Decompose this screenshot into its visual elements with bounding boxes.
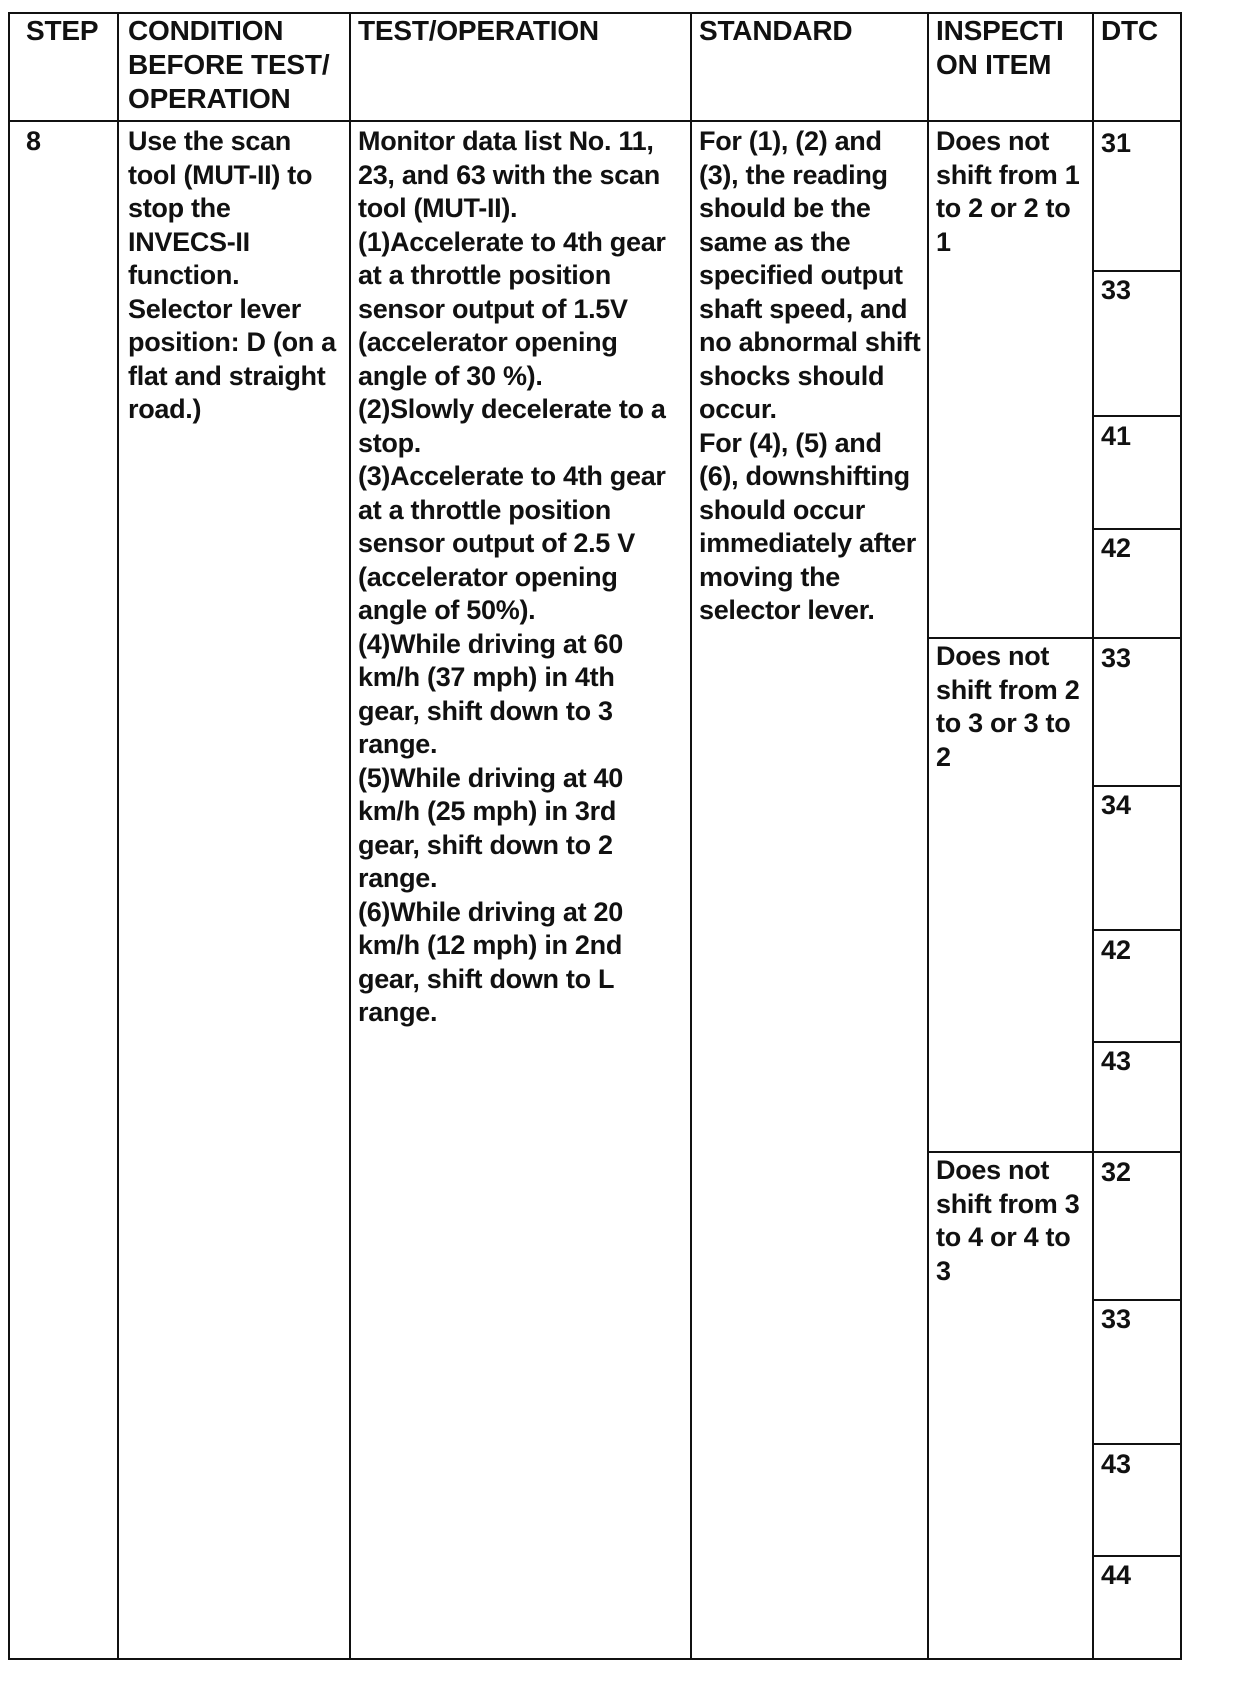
dtc-code: 42 bbox=[1101, 935, 1132, 965]
inspection-item-2 bbox=[936, 640, 1079, 774]
inspection-line: Does not bbox=[936, 641, 1050, 671]
header-condition-line: OPERATION bbox=[128, 83, 291, 114]
inspection-line: 3 bbox=[936, 1255, 951, 1286]
test-line: stop. bbox=[358, 427, 421, 458]
dtc-code: 32 bbox=[1101, 1157, 1132, 1187]
dtc-code: 42 bbox=[1101, 533, 1132, 563]
test-line: 23, and 63 with the scan bbox=[358, 159, 660, 190]
condition-text bbox=[128, 125, 336, 427]
condition-line: Use the scan bbox=[128, 126, 291, 156]
bottom-rule bbox=[8, 1658, 1182, 1660]
inspection-group-rule bbox=[927, 1151, 1182, 1153]
inspection-item-3 bbox=[936, 1154, 1079, 1288]
inspection-line: to 3 or 3 to bbox=[936, 708, 1071, 738]
header-step-text: STEP bbox=[26, 15, 99, 46]
dtc-rule bbox=[1092, 1443, 1182, 1445]
inspection-group-rule bbox=[927, 637, 1182, 639]
column-rule bbox=[117, 12, 119, 1660]
standard-line: no abnormal shift bbox=[699, 327, 921, 357]
test-line: tool (MUT-II). bbox=[358, 193, 518, 223]
dtc-rule bbox=[1092, 1299, 1182, 1301]
test-line: Monitor data list No. 11, bbox=[358, 126, 654, 156]
inspection-line: 2 bbox=[936, 741, 951, 772]
dtc-rule bbox=[1092, 1041, 1182, 1043]
standard-text bbox=[699, 125, 920, 628]
test-line: sensor output of 2.5 V bbox=[358, 528, 635, 558]
header-inspection-item bbox=[936, 14, 1064, 82]
condition-line: function. bbox=[128, 260, 240, 290]
dtc-rule bbox=[1092, 415, 1182, 417]
test-operation-text bbox=[358, 125, 666, 1030]
inspection-line: shift from 3 bbox=[936, 1188, 1080, 1219]
step-number bbox=[26, 125, 41, 159]
dtc-code: 33 bbox=[1101, 275, 1132, 305]
column-rule bbox=[1180, 12, 1182, 1660]
test-line: (2)Slowly decelerate to a bbox=[358, 394, 666, 424]
header-step bbox=[26, 14, 98, 48]
inspection-line: shift from 1 bbox=[936, 159, 1080, 190]
test-line: km/h (12 mph) in 2nd bbox=[358, 930, 623, 960]
header-standard-text: STANDARD bbox=[699, 15, 853, 46]
dtc-code: 33 bbox=[1101, 643, 1132, 673]
header-rule bbox=[8, 120, 1182, 122]
test-line: gear, shift down to L bbox=[358, 963, 615, 994]
dtc-code: 41 bbox=[1101, 421, 1132, 451]
test-line: km/h (37 mph) in 4th bbox=[358, 662, 615, 692]
standard-line: should occur bbox=[699, 494, 865, 525]
header-condition-line: BEFORE TEST/ bbox=[128, 49, 330, 80]
dtc-code: 31 bbox=[1101, 128, 1132, 158]
dtc-code: 34 bbox=[1101, 790, 1132, 820]
inspection-line: to 2 or 2 to bbox=[936, 193, 1071, 223]
condition-line: road.) bbox=[128, 394, 202, 424]
standard-line: (6), downshifting bbox=[699, 461, 910, 491]
test-line: (4)While driving at 60 bbox=[358, 628, 623, 659]
column-rule bbox=[1092, 12, 1094, 1660]
condition-line: tool (MUT-II) to bbox=[128, 159, 313, 190]
standard-line: For (4), (5) and bbox=[699, 427, 882, 458]
test-line: gear, shift down to 3 bbox=[358, 695, 613, 726]
condition-line: position: D (on a bbox=[128, 327, 336, 357]
standard-line: (3), the reading bbox=[699, 159, 888, 190]
header-inspection-line: ON ITEM bbox=[936, 49, 1052, 80]
test-line: (accelerator opening bbox=[358, 561, 618, 592]
header-standard bbox=[699, 14, 852, 48]
header-dtc-text: DTC bbox=[1101, 15, 1158, 46]
test-line: at a throttle position bbox=[358, 494, 611, 525]
standard-line: should be the bbox=[699, 193, 871, 223]
column-rule bbox=[927, 12, 929, 1660]
header-test-text: TEST/OPERATION bbox=[358, 15, 599, 46]
test-line: (5)While driving at 40 bbox=[358, 762, 623, 793]
inspection-line: to 4 or 4 to bbox=[936, 1222, 1071, 1252]
condition-line: Selector lever bbox=[128, 293, 301, 324]
condition-line: flat and straight bbox=[128, 360, 326, 391]
column-rule bbox=[690, 12, 692, 1660]
standard-line: shaft speed, and bbox=[699, 293, 908, 324]
test-line: angle of 30 %). bbox=[358, 360, 543, 391]
dtc-code: 33 bbox=[1101, 1304, 1132, 1334]
inspection-line: Does not bbox=[936, 1155, 1050, 1185]
test-line: gear, shift down to 2 bbox=[358, 829, 613, 860]
test-line: range. bbox=[358, 729, 438, 759]
inspection-line: Does not bbox=[936, 126, 1050, 156]
header-test-operation bbox=[358, 14, 599, 48]
test-line: angle of 50%). bbox=[358, 595, 536, 625]
dtc-code: 44 bbox=[1101, 1560, 1132, 1590]
test-line: (6)While driving at 20 bbox=[358, 896, 623, 927]
header-inspection-line: INSPECTI bbox=[936, 15, 1064, 46]
condition-line: INVECS-II bbox=[128, 226, 250, 257]
dtc-code: 43 bbox=[1101, 1046, 1132, 1076]
dtc-rule bbox=[1092, 929, 1182, 931]
inspection-item-1 bbox=[936, 125, 1079, 259]
dtc-code: 43 bbox=[1101, 1449, 1132, 1479]
column-rule bbox=[8, 12, 10, 1660]
step-number-text: 8 bbox=[26, 126, 41, 156]
standard-line: immediately after bbox=[699, 528, 916, 558]
dtc-rule bbox=[1092, 1555, 1182, 1557]
standard-line: same as the bbox=[699, 226, 851, 257]
test-line: (accelerator opening bbox=[358, 327, 618, 357]
test-line: (3)Accelerate to 4th gear bbox=[358, 461, 666, 491]
test-line: km/h (25 mph) in 3rd bbox=[358, 796, 617, 826]
column-rule bbox=[349, 12, 351, 1660]
header-condition bbox=[128, 14, 329, 116]
standard-line: occur. bbox=[699, 394, 777, 424]
inspection-line: shift from 2 bbox=[936, 674, 1080, 705]
test-line: range. bbox=[358, 997, 438, 1027]
dtc-rule bbox=[1092, 785, 1182, 787]
test-line: (1)Accelerate to 4th gear bbox=[358, 226, 666, 257]
standard-line: For (1), (2) and bbox=[699, 126, 882, 156]
header-dtc bbox=[1101, 14, 1158, 48]
inspection-line: 1 bbox=[936, 226, 951, 257]
standard-line: specified output bbox=[699, 260, 903, 290]
test-line: sensor output of 1.5V bbox=[358, 293, 628, 324]
condition-line: stop the bbox=[128, 193, 231, 223]
standard-line: moving the bbox=[699, 561, 841, 592]
test-line: range. bbox=[358, 863, 438, 893]
standard-line: shocks should bbox=[699, 360, 885, 391]
dtc-rule bbox=[1092, 270, 1182, 272]
header-condition-line: CONDITION bbox=[128, 15, 284, 46]
standard-line: selector lever. bbox=[699, 595, 875, 625]
test-line: at a throttle position bbox=[358, 260, 611, 290]
dtc-rule bbox=[1092, 528, 1182, 530]
